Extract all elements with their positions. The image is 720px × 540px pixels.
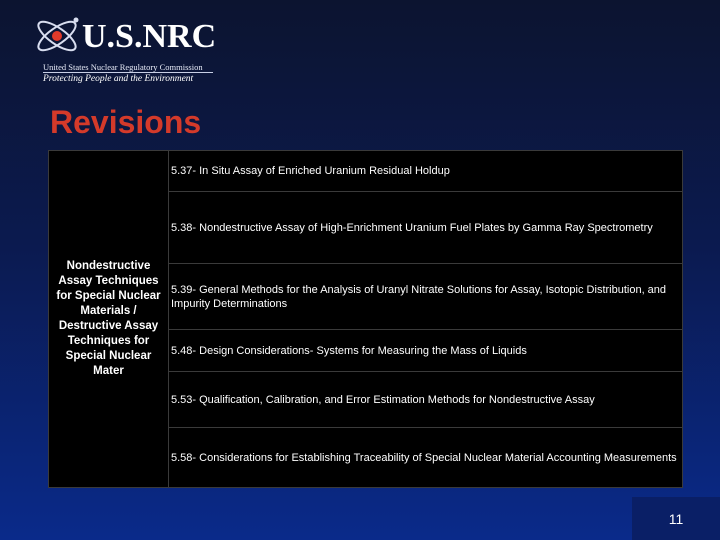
revision-item: 5.53- Qualification, Calibration, and Error Estimation Methods for Nondestructive Assay xyxy=(169,372,683,428)
revision-item: 5.48- Design Considerations- Systems for Measuring the Mass of Liquids xyxy=(169,330,683,372)
page-number xyxy=(632,497,720,540)
logo-tagline: Protecting People and the Environment xyxy=(43,74,194,84)
logo-wordmark: U.S.NRC xyxy=(82,18,217,55)
revision-item: 5.37- In Situ Assay of Enriched Uranium Residual Holdup xyxy=(169,151,683,192)
slide-title: Revisions xyxy=(50,104,202,140)
table-row xyxy=(49,151,683,192)
page-number-label: 11 xyxy=(668,510,684,527)
revision-item: 5.39- General Methods for the Analysis of Uranyl Nitrate Solutions for Assay, Isotopic Distribution, and Impurity Determinations xyxy=(169,264,683,330)
revision-item: 5.58- Considerations for Establishing Traceability of Special Nuclear Material Accounting Measurements xyxy=(169,428,683,488)
logo-divider xyxy=(43,72,213,73)
logo-subtitle: United States Nuclear Regulatory Commission xyxy=(43,62,203,72)
category-cell: Nondestructive Assay Techniques for Special Nuclear Materials / Destructive Assay Techniques for Special Nuclear Mater xyxy=(49,151,169,488)
nrc-logo xyxy=(32,10,222,82)
revision-item: 5.38- Nondestructive Assay of High-Enrichment Uranium Fuel Plates by Gamma Ray Spectrometry xyxy=(169,192,683,264)
revisions-table xyxy=(48,150,683,488)
atom-icon xyxy=(32,10,86,62)
